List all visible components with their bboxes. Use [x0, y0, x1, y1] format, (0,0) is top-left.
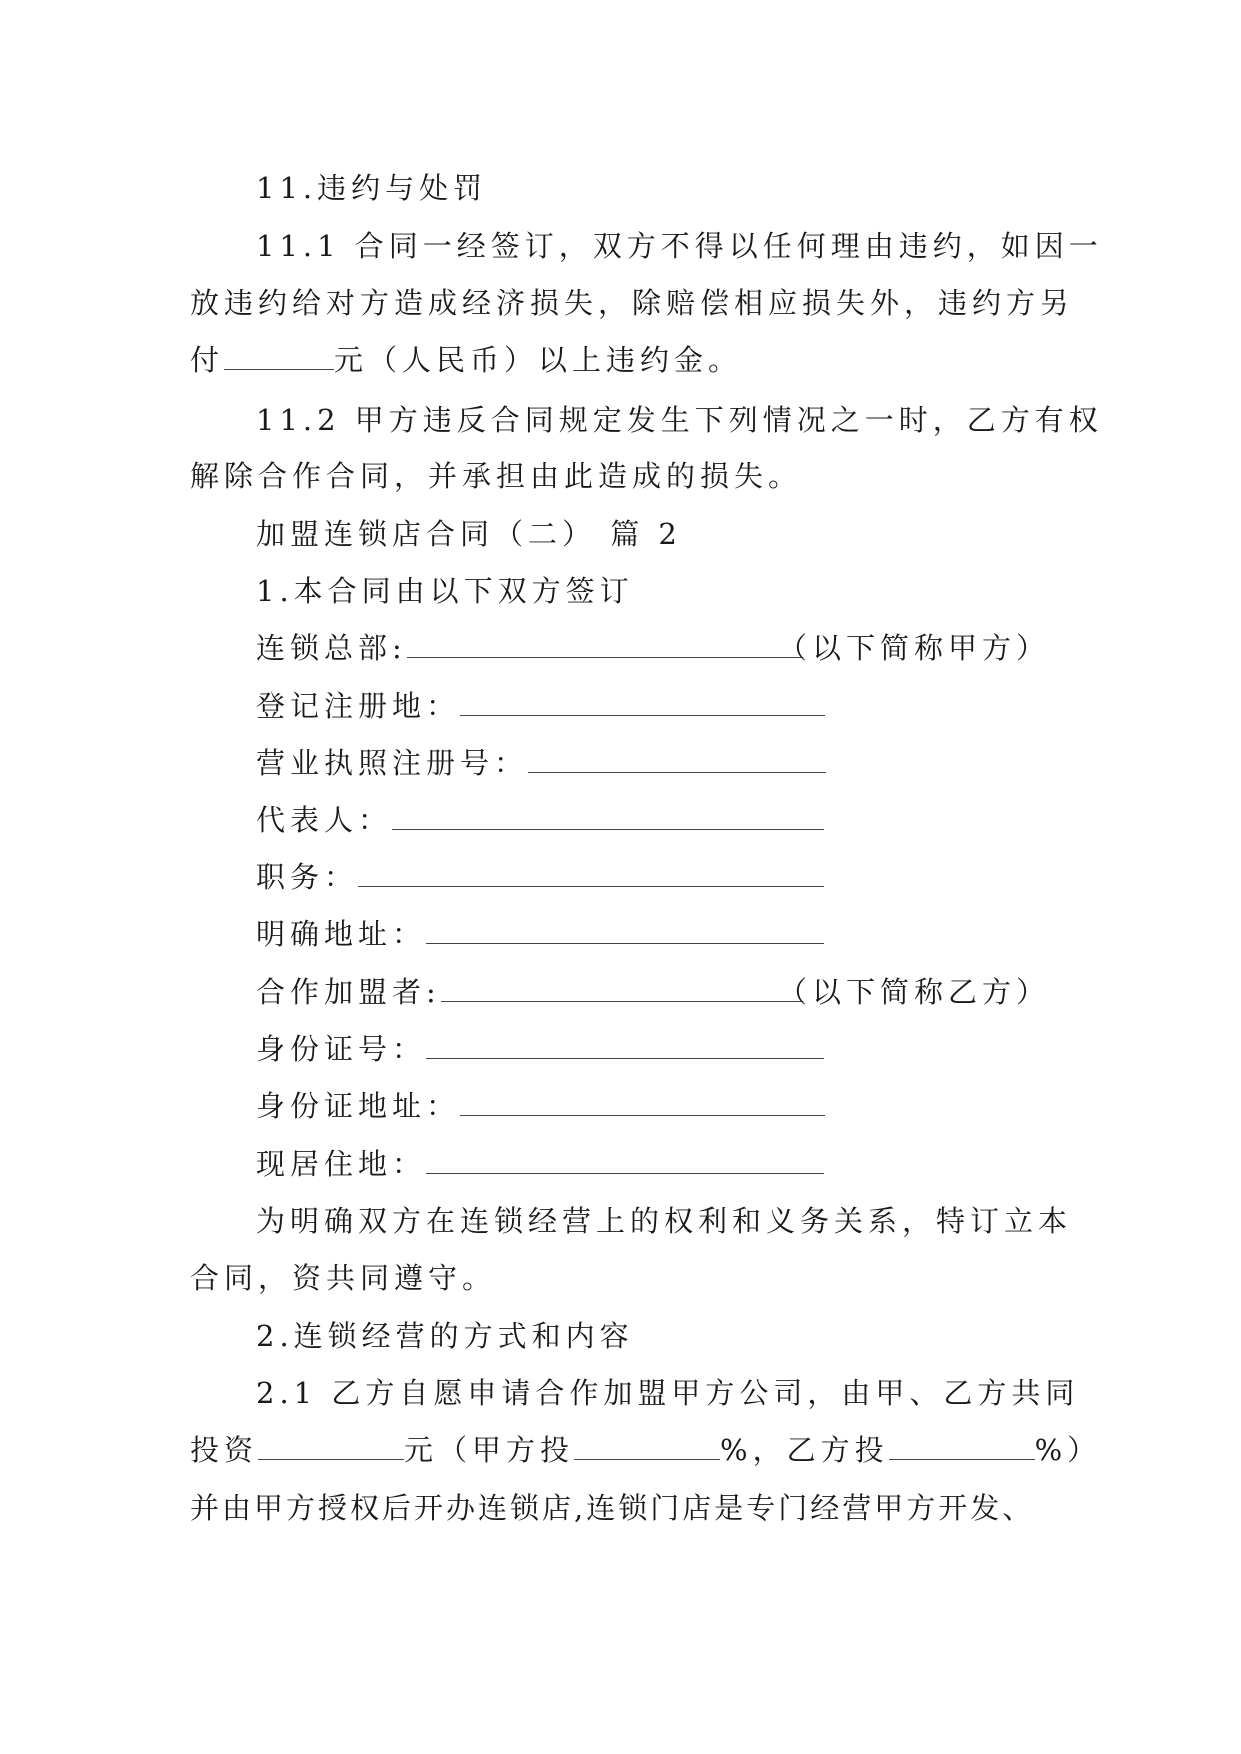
party-b-share-blank: [889, 1437, 1035, 1460]
representative-blank: [392, 807, 824, 830]
id-address-blank: [460, 1093, 825, 1116]
clause-2-1-line-3: 并由甲方授权后开办连锁店,连锁门店是专门经营甲方开发、: [190, 1491, 1035, 1525]
section-11-heading: 11.违约与处罚: [256, 171, 488, 205]
clause-11-2-line-2: 解除合作合同，并承担由此造成的损失。: [190, 459, 803, 493]
clause-11-1-line-1: 11.1 合同一经签订，双方不得以任何理由违约，如因一: [256, 229, 1103, 263]
clause-2-1-line-1: 2.1 乙方自愿申请合作加盟甲方公司，由甲、乙方共同: [256, 1376, 1080, 1410]
clause-2-1-line-2: 投资 元（甲方投 %，乙方投 %）: [190, 1433, 1102, 1467]
franchisee-blank: [441, 979, 803, 1002]
position-field: 职务：: [256, 857, 1116, 897]
penalty-amount-blank: [224, 347, 334, 370]
purpose-line-2: 合同，资共同遵守。: [190, 1261, 497, 1295]
chain-hq-field: 连锁总部: （以下简称甲方）: [256, 631, 1050, 665]
franchisee-field: 合作加盟者: （以下简称乙方）: [256, 975, 1050, 1009]
id-number-field: 身份证号：: [256, 1029, 1116, 1069]
party-a-share-blank: [574, 1437, 720, 1460]
residence-blank: [426, 1151, 824, 1174]
address-field: 明确地址：: [256, 914, 1116, 954]
license-number-field: 营业执照注册号：: [256, 743, 1116, 783]
section-2-heading: 2.连锁经营的方式和内容: [256, 1319, 634, 1353]
position-blank: [358, 864, 824, 887]
clause-11-1-line-3: 付 元（人民币）以上违约金。: [190, 343, 743, 377]
representative-field: 代表人：: [256, 800, 1116, 840]
clause-11-2-line-1: 11.2 甲方违反合同规定发生下列情况之一时，乙方有权: [256, 403, 1103, 437]
section-1-heading: 1.本合同由以下双方签订: [256, 574, 634, 608]
id-address-field: 身份证地址：: [256, 1086, 1116, 1126]
address-blank: [426, 921, 824, 944]
registration-place-field: 登记注册地：: [256, 686, 1116, 726]
id-number-blank: [426, 1036, 824, 1059]
residence-field: 现居住地：: [256, 1144, 1116, 1184]
license-number-blank: [528, 750, 826, 773]
registration-place-blank: [460, 693, 825, 716]
purpose-line-1: 为明确双方在连锁经营上的权利和义务关系，特订立本: [256, 1204, 1073, 1238]
investment-total-blank: [258, 1437, 404, 1460]
clause-11-1-line-2: 放违约给对方造成经济损失，除赔偿相应损失外，违约方另: [190, 286, 1075, 320]
chain-hq-blank: [407, 635, 803, 658]
contract-2-title: 加盟连锁店合同（二） 篇 2: [256, 517, 682, 551]
